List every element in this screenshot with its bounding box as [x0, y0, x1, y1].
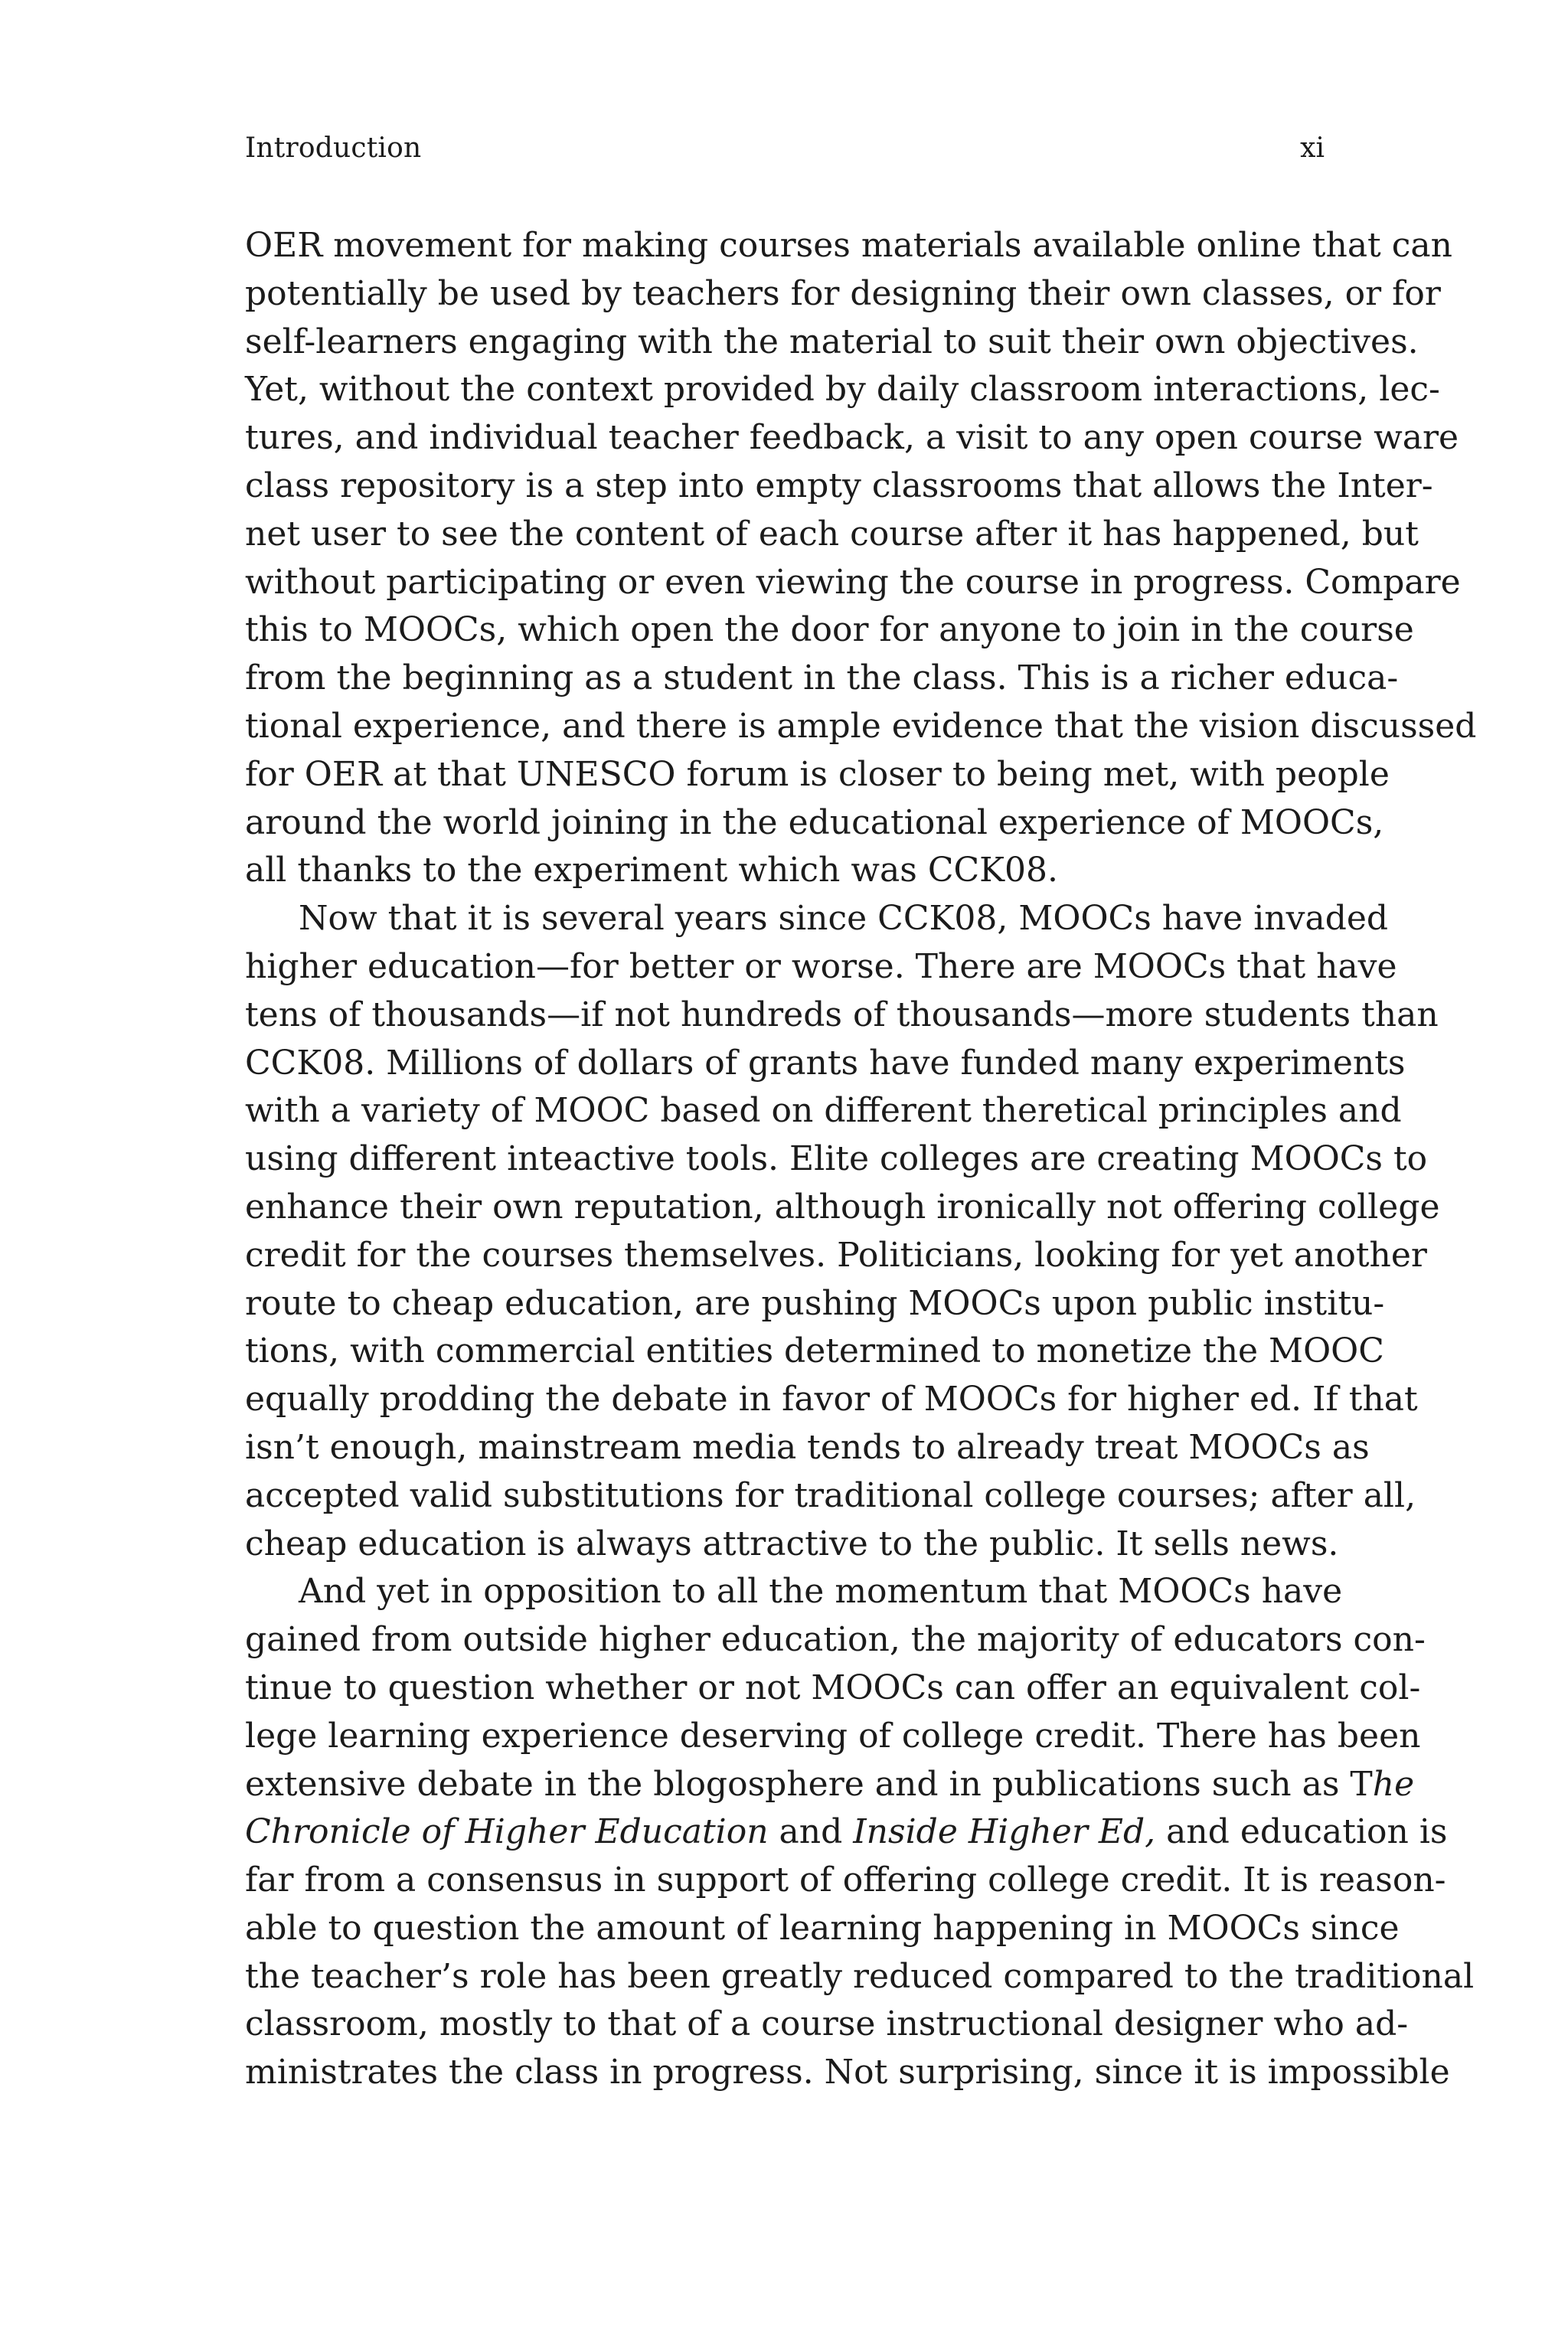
text-line: tens of thousands—if not hundreds of thousands—more students than	[245, 995, 1439, 1034]
paragraph-1	[245, 222, 1477, 895]
text-line: without participating or even viewing the course in progress. Compare	[245, 562, 1461, 602]
text-line: self-learners engaging with the material to suit their own objectives.	[245, 322, 1419, 361]
italic-title-fragment: he	[1372, 1764, 1415, 1804]
text-line: from the beginning as a student in the class. This is a richer educa-	[245, 658, 1399, 698]
page-number: xi	[1300, 132, 1325, 164]
text-line: ministrates the class in progress. Not surprising, since it is impossible	[245, 2053, 1450, 2092]
text-line: potentially be used by teachers for designing their own classes, or for	[245, 273, 1441, 313]
text-line: cheap education is always attractive to the public. It sells news.	[245, 1524, 1339, 1563]
text-line: far from a consensus in support of offering college credit. It is reason-	[245, 1860, 1446, 1900]
text-line: higher education—for better or worse. There are MOOCs that have	[245, 946, 1397, 986]
text-line: And yet in opposition to all the momentum that MOOCs have	[299, 1572, 1343, 1612]
text-fragment: and	[779, 1812, 843, 1852]
text-line: tures, and individual teacher feedback, a visit to any open course ware	[245, 418, 1459, 458]
text-line: CCK08. Millions of dollars of grants have funded many experiments	[245, 1043, 1406, 1083]
running-header	[245, 127, 1325, 170]
text-line: able to question the amount of learning happening in MOOCs since	[245, 1908, 1400, 1948]
text-line: tions, with commercial entities determined to monetize the MOOC	[245, 1331, 1384, 1371]
text-line: all thanks to the experiment which was CCK08.	[245, 851, 1058, 890]
text-fragment: and education is	[1166, 1812, 1448, 1852]
text-line: equally prodding the debate in favor of MOOCs for higher ed. If that	[245, 1380, 1418, 1419]
italic-title-chronicle: Chronicle of Higher Education	[245, 1812, 769, 1852]
running-head-title: Introduction	[245, 132, 422, 164]
text-line: isn’t enough, mainstream media tends to already treat MOOCs as	[245, 1427, 1370, 1467]
text-line: tinue to question whether or not MOOCs can offer an equivalent col-	[245, 1668, 1421, 1707]
text-line: credit for the courses themselves. Politicians, looking for yet another	[245, 1235, 1427, 1275]
text-line: class repository is a step into empty classrooms that allows the Inter-	[245, 466, 1433, 505]
text-line: the teacher’s role has been greatly reduced compared to the traditional	[245, 1956, 1475, 1996]
text-fragment: extensive debate in the blogosphere and in publications such as T	[245, 1764, 1373, 1804]
paragraph-3	[245, 1568, 1475, 2097]
text-line: this to MOOCs, which open the door for anyone to join in the course	[245, 610, 1414, 650]
text-line: accepted valid substitutions for traditional college courses; after all,	[245, 1475, 1416, 1515]
text-line	[245, 1808, 1448, 1857]
text-line: with a variety of MOOC based on different theretical principles and	[245, 1091, 1402, 1131]
text-line: around the world joining in the educational experience of MOOCs,	[245, 802, 1384, 842]
italic-title-inside-higher-ed: Inside Higher Ed,	[853, 1812, 1156, 1852]
text-line: OER movement for making courses materials available online that can	[245, 226, 1452, 265]
text-line: Yet, without the context provided by daily classroom interactions, lec-	[245, 370, 1440, 410]
body-text	[245, 222, 1477, 2097]
text-line: using different inteactive tools. Elite colleges are creating MOOCs to	[245, 1139, 1428, 1179]
text-line	[245, 1761, 1415, 1809]
text-line: Now that it is several years since CCK08, MOOCs have invaded	[299, 899, 1389, 939]
paragraph-2	[245, 895, 1440, 1568]
text-line: tional experience, and there is ample evidence that the vision discussed	[245, 706, 1477, 746]
text-line: enhance their own reputation, although ironically not offering college	[245, 1187, 1440, 1227]
text-line: for OER at that UNESCO forum is closer to being met, with people	[245, 754, 1390, 794]
text-line: classroom, mostly to that of a course instructional designer who ad-	[245, 2004, 1409, 2044]
text-line: gained from outside higher education, the majority of educators con-	[245, 1620, 1426, 1660]
text-line: route to cheap education, are pushing MOOCs upon public institu-	[245, 1283, 1385, 1323]
text-line: net user to see the content of each course after it has happened, but	[245, 514, 1419, 554]
text-line: lege learning experience deserving of college credit. There has been	[245, 1716, 1421, 1756]
